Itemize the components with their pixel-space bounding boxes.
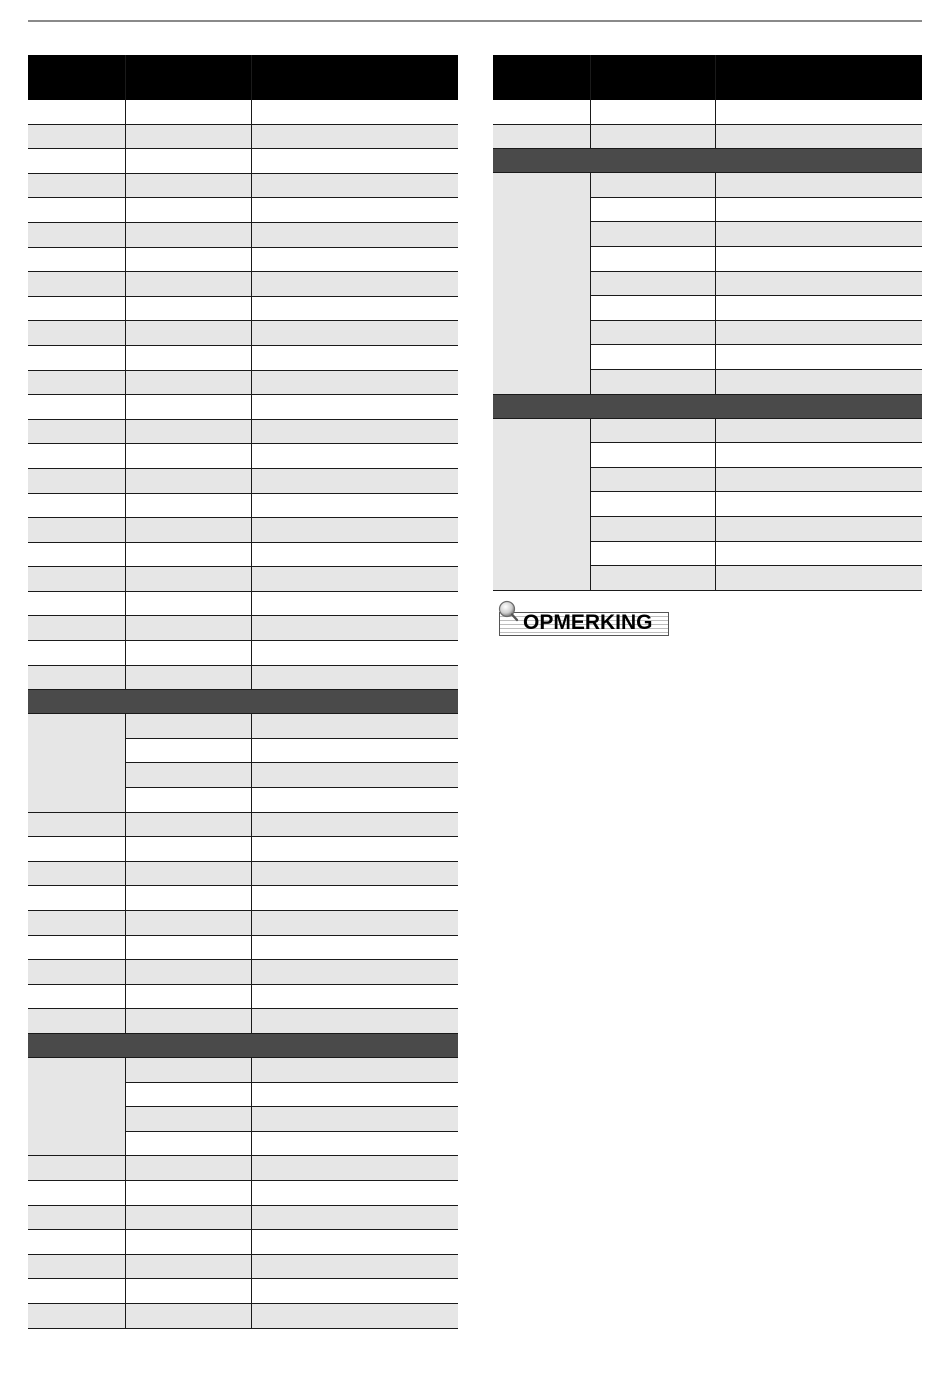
header-cell: [28, 55, 125, 100]
note-label: OPMERKING: [523, 611, 653, 634]
table-row: [28, 149, 458, 174]
table-row: [28, 837, 458, 862]
table-row: [28, 935, 458, 960]
section-row: [493, 394, 922, 418]
table-row: [28, 1180, 458, 1205]
header-cell: [715, 55, 922, 100]
table-row: [28, 1205, 458, 1230]
table-row: [28, 296, 458, 321]
table-row: [28, 714, 458, 739]
table-row: [28, 665, 458, 690]
table-row: [28, 444, 458, 469]
table-row: [28, 247, 458, 272]
table-row: [28, 272, 458, 297]
group-cell: [28, 1057, 125, 1155]
table-row: [28, 173, 458, 198]
table-row: [28, 370, 458, 395]
table-header: [28, 55, 458, 100]
table-row: [28, 591, 458, 616]
table-row: [493, 124, 922, 149]
header-cell: [251, 55, 458, 100]
table-row: [493, 418, 922, 443]
table-row: [28, 984, 458, 1009]
table-row: [28, 1254, 458, 1279]
table-row: [28, 861, 458, 886]
table-row: [493, 100, 922, 124]
group-cell: [493, 173, 590, 394]
table-row: [28, 124, 458, 149]
note-heading: [497, 600, 677, 636]
table-row: [28, 812, 458, 837]
table-row: [28, 395, 458, 420]
table-row: [28, 616, 458, 641]
section-row: [493, 149, 922, 173]
table-row: [28, 518, 458, 543]
table-row: [28, 1009, 458, 1034]
right-table: [493, 55, 922, 591]
table-row: [28, 911, 458, 936]
table-row: [28, 641, 458, 666]
table-row: [28, 960, 458, 985]
header-cell: [590, 55, 715, 100]
top-rule: [28, 20, 922, 22]
table-row: [28, 567, 458, 592]
section-row: [28, 1033, 458, 1057]
left-table: [28, 55, 458, 1329]
header-cell: [493, 55, 590, 100]
table-row: [28, 1156, 458, 1181]
table-row: [28, 493, 458, 518]
table-row: [28, 1230, 458, 1255]
table-row: [28, 198, 458, 223]
header-cell: [125, 55, 251, 100]
table-row: [28, 1057, 458, 1082]
group-cell: [28, 714, 125, 812]
table-row: [28, 100, 458, 124]
table-row: [28, 886, 458, 911]
table-row: [28, 222, 458, 247]
table-row: [493, 173, 922, 198]
table-row: [28, 542, 458, 567]
table-header: [493, 55, 922, 100]
table-row: [28, 468, 458, 493]
table-row: [28, 419, 458, 444]
table-row: [28, 1279, 458, 1304]
group-cell: [493, 418, 590, 590]
section-row: [28, 690, 458, 714]
magnifier-icon: [497, 600, 519, 622]
table-row: [28, 321, 458, 346]
table-row: [28, 1303, 458, 1328]
table-row: [28, 345, 458, 370]
